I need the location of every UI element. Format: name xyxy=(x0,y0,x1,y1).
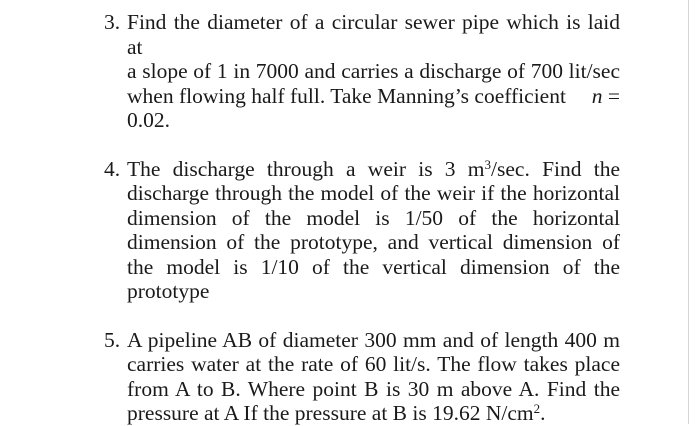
problem-line: 0.02. xyxy=(127,108,170,132)
problem-5 xyxy=(104,328,620,426)
problem-line-text: when flowing half full. Take Manning’s coefficient xyxy=(127,83,566,108)
problem-text-part: The discharge through a weir is 3 m xyxy=(127,156,485,181)
problem-number: 5. xyxy=(104,327,121,352)
problem-text-part: /sec. Find the discharge through the model of the weir if the horizontal dimension of the model is 1/50 of the horizontal dimension of the prototype, and vertical dimension of the model is 1/10 of the vertical dimension of the prototype xyxy=(127,156,621,303)
equals-sign: = xyxy=(602,83,620,108)
problem-list xyxy=(104,10,620,426)
problem-3 xyxy=(104,10,620,133)
coefficient-expression xyxy=(592,84,620,109)
problem-line xyxy=(127,84,620,109)
problem-text-part: A pipeline AB of diameter 300 mm and of length 400 m carries water at the rate of 60 lit/s. The flow takes place from A to B. Where point B is 30 m above A. Find the pressure at A If the pressure at B is 19.62 N/cm xyxy=(127,327,620,425)
problem-4 xyxy=(104,157,620,304)
problem-line: Find the diameter of a circular sewer pipe which is laid at xyxy=(127,10,620,59)
superscript-exponent: 3 xyxy=(484,156,492,172)
problem-text xyxy=(127,157,620,304)
problem-text xyxy=(127,10,620,133)
manning-n-symbol: n xyxy=(591,83,603,108)
problem-line: a slope of 1 in 7000 and carries a discharge of 700 lit/sec xyxy=(127,59,620,83)
problem-text xyxy=(127,328,620,426)
problem-text-part: . xyxy=(540,401,546,425)
superscript-exponent: 2 xyxy=(533,400,541,416)
problem-number: 3. xyxy=(104,10,121,34)
problem-number: 4. xyxy=(104,156,121,181)
page-edge-divider xyxy=(688,0,689,424)
